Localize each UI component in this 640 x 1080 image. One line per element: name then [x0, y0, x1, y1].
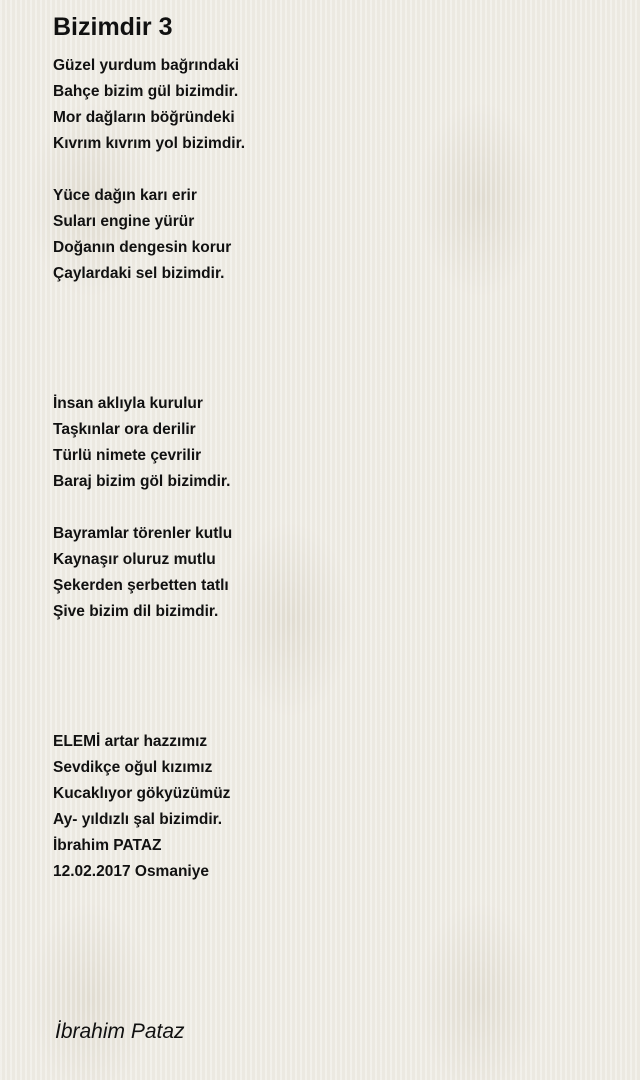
poem-line: Kaynaşır oluruz mutlu [53, 551, 216, 568]
poem-line: Yüce dağın karı erir [53, 187, 197, 204]
poem-line: Şive bizim dil bizimdir. [53, 603, 219, 620]
stanza [53, 391, 245, 495]
poem-date-place: 12.02.2017 Osmaniye [53, 863, 209, 880]
poem-line: Türlü nimete çevrilir [53, 447, 202, 464]
stanza [53, 183, 245, 287]
poem-line: Baraj bizim göl bizimdir. [53, 473, 231, 490]
stanza-gap [53, 287, 245, 391]
poem-line: Güzel yurdum bağrındaki [53, 57, 240, 74]
poem-line: Sevdikçe oğul kızımız [53, 759, 213, 776]
poem-line: Mor dağların böğründeki [53, 109, 235, 126]
poem-line: İnsan aklıyla kurulur [53, 395, 203, 412]
stanza-gap [53, 495, 245, 521]
poem-line: Çaylardaki sel bizimdir. [53, 265, 225, 282]
stanza-gap [53, 625, 245, 729]
poem-line: Ay- yıldızlı şal bizimdir. [53, 811, 223, 828]
stanza-gap [53, 157, 245, 183]
author-name: İbrahim Pataz [55, 1020, 185, 1043]
poem-line: Bayramlar törenler kutlu [53, 525, 233, 542]
poem-title: Bizimdir 3 [53, 13, 173, 41]
stanza [53, 521, 245, 625]
stanza [53, 53, 245, 157]
poem-line: Doğanın dengesin korur [53, 239, 232, 256]
poem-line: ELEMİ artar hazzımız [53, 733, 208, 750]
poem-line: Taşkınlar ora derilir [53, 421, 196, 438]
poem-body [53, 53, 245, 885]
poem-line: Bahçe bizim gül bizimdir. [53, 83, 239, 100]
poem-line: Kucaklıyor gökyüzümüz [53, 785, 231, 802]
stanza [53, 729, 245, 885]
poem-line: Suları engine yürür [53, 213, 195, 230]
poem-line: Şekerden şerbetten tatlı [53, 577, 229, 594]
poem-line: Kıvrım kıvrım yol bizimdir. [53, 135, 246, 152]
poem-signature: İbrahim PATAZ [53, 837, 162, 854]
